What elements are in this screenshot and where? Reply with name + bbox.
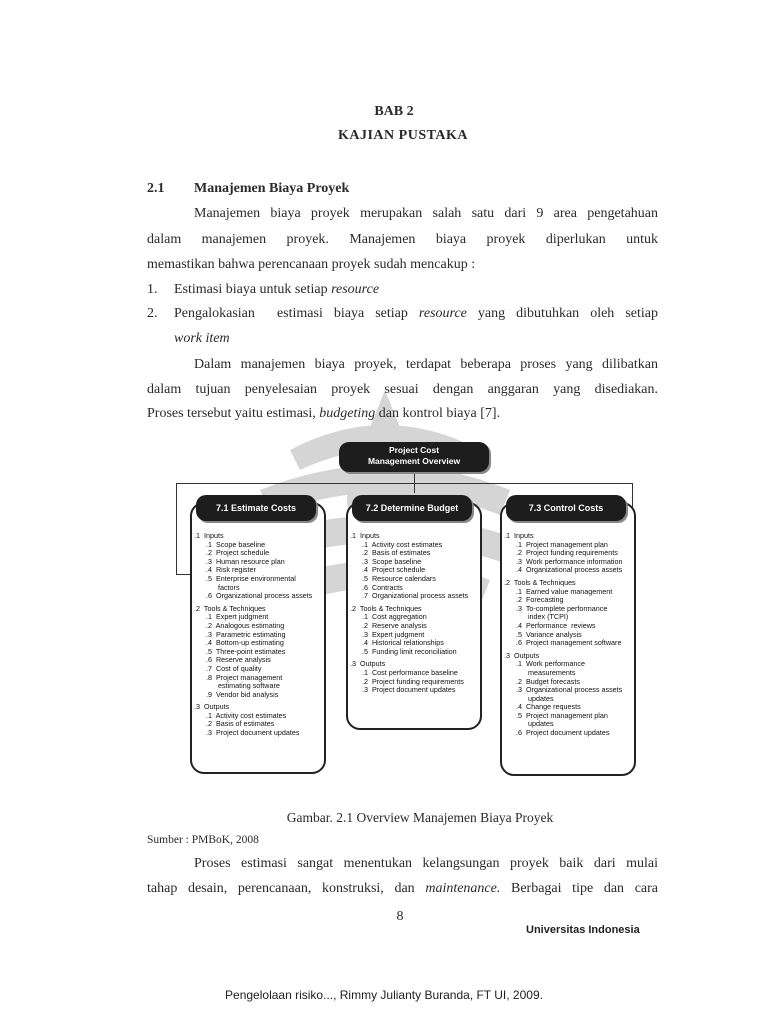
diagram-list-line: .2 Project funding requirements bbox=[504, 548, 618, 558]
diagram-list-line: .2 Budget forecasts bbox=[504, 676, 580, 686]
diagram-list-line: .4 Performance reviews bbox=[504, 620, 596, 630]
figure-caption: Gambar. 2.1 Overview Manajemen Biaya Proyek bbox=[286, 810, 554, 825]
diagram-list-line: .6 Project management software bbox=[504, 638, 622, 648]
diagram-list-line: .4 Risk register bbox=[194, 565, 256, 575]
diagram-list-line: .3 Outputs bbox=[350, 659, 386, 669]
diagram-list-line: .5 Variance analysis bbox=[504, 629, 582, 639]
paragraph-line: Manajemen biaya proyek merupakan salah satu dari 9 area pengetahuan bbox=[194, 206, 658, 221]
paragraph-line: dalam manajemen proyek. Manajemen biaya proyek diperlukan untuk bbox=[147, 232, 658, 247]
diagram-list-line: .2 Tools & Techniques bbox=[194, 603, 266, 613]
diagram-list-line: .5 Enterprise environmental bbox=[194, 573, 296, 583]
connector-line bbox=[414, 483, 415, 493]
page-number: 8 bbox=[396, 909, 404, 924]
diagram-list-line: .2 Forecasting bbox=[504, 595, 564, 605]
university-name: Universitas Indonesia bbox=[526, 924, 640, 936]
diagram-list-line: .6 Project document updates bbox=[504, 728, 610, 738]
project-cost-management-diagram bbox=[174, 440, 640, 780]
diagram-list-line: .1 Work performance bbox=[504, 659, 585, 669]
diagram-list-line: .5 Three-point estimates bbox=[194, 646, 286, 656]
diagram-list-line: .1 Inputs bbox=[194, 531, 224, 540]
determine-budget-header: 7.2 Determine Budget bbox=[352, 495, 472, 521]
diagram-list-line: .3 Outputs bbox=[504, 650, 540, 660]
diagram-list-line: .1 Project management plan bbox=[504, 539, 608, 549]
diagram-list-line: .4 Bottom-up estimating bbox=[194, 638, 284, 648]
diagram-list-line: .1 Activity cost estimates bbox=[194, 710, 287, 720]
diagram-list-line: .5 Funding limit reconciliation bbox=[350, 646, 457, 656]
diagram-list-line: .1 Scope baseline bbox=[194, 539, 266, 549]
list-number: 2. bbox=[147, 306, 158, 321]
diagram-list-line: .1 Activity cost estimates bbox=[350, 539, 443, 549]
diagram-list-line: .3 Human resource plan bbox=[194, 556, 285, 566]
diagram-list-line: .1 Cost performance baseline bbox=[350, 667, 458, 677]
diagram-list-line: .2 Tools & Techniques bbox=[504, 577, 576, 587]
diagram-list-line: .3 Outputs bbox=[194, 702, 230, 712]
diagram-list-line: .4 Organizational process assets bbox=[504, 565, 623, 575]
diagram-top-header: Project Cost Management Overview bbox=[339, 442, 489, 472]
chapter-number: BAB 2 bbox=[374, 104, 414, 119]
estimate-costs-header: 7.1 Estimate Costs bbox=[196, 495, 316, 521]
diagram-list-line: .3 Project document updates bbox=[194, 728, 300, 738]
control-costs-header: 7.3 Control Costs bbox=[506, 495, 626, 521]
diagram-list-line: .1 Inputs bbox=[504, 531, 534, 540]
diagram-list-line: .1 Inputs bbox=[350, 531, 380, 540]
paragraph-line: tahap desain, perencanaan, konstruksi, dan maintenance. Berbagai tipe dan cara bbox=[147, 881, 658, 896]
list-item: Pengalokasian estimasi biaya setiap resource yang dibutuhkan oleh setiap bbox=[174, 306, 658, 321]
diagram-list-line: updates bbox=[504, 719, 554, 729]
diagram-list-line: .2 Project funding requirements bbox=[350, 676, 464, 686]
chapter-title: KAJIAN PUSTAKA bbox=[337, 128, 469, 143]
section-number: 2.1 bbox=[147, 181, 165, 196]
section-title: Manajemen Biaya Proyek bbox=[194, 181, 350, 196]
diagram-list-line: .4 Project schedule bbox=[350, 565, 426, 575]
diagram-list-line: updates bbox=[504, 693, 554, 703]
diagram-list-line: factors bbox=[194, 582, 240, 592]
diagram-list-line: .9 Vendor bid analysis bbox=[194, 689, 279, 699]
diagram-list-line: .3 Work performance information bbox=[504, 556, 623, 566]
paragraph-line: dalam tujuan penyelesaian proyek sesuai dengan anggaran yang disediakan. bbox=[147, 382, 658, 397]
determine-budget-list bbox=[350, 532, 468, 695]
diagram-list-line: estimating software bbox=[194, 681, 280, 691]
diagram-list-line: .6 Organizational process assets bbox=[194, 591, 313, 601]
list-number: 1. bbox=[147, 282, 158, 297]
diagram-list-line: .1 Earned value management bbox=[504, 586, 613, 596]
diagram-list-line: .6 Reserve analysis bbox=[194, 655, 271, 665]
diagram-list-line: .3 Project document updates bbox=[350, 685, 456, 695]
diagram-list-line: .2 Basis of estimates bbox=[194, 719, 275, 729]
control-costs-list bbox=[504, 532, 623, 738]
list-item-continuation: work item bbox=[174, 331, 230, 346]
figure-source: Sumber : PMBoK, 2008 bbox=[147, 834, 259, 846]
diagram-list-line: .5 Resource calendars bbox=[350, 573, 436, 583]
connector-line bbox=[176, 574, 190, 575]
diagram-list-line: .3 To-complete performance bbox=[504, 603, 608, 613]
diagram-list-line: .2 Basis of estimates bbox=[350, 548, 431, 558]
diagram-list-line: .3 Expert judgment bbox=[350, 629, 425, 639]
diagram-list-line: .8 Project management bbox=[194, 672, 283, 682]
paragraph-line: Proses tersebut yaitu estimasi, budgeting dan kontrol biaya [7]. bbox=[147, 406, 501, 421]
paragraph-line: Dalam manajemen biaya proyek, terdapat beberapa proses yang dilibatkan bbox=[194, 357, 658, 372]
diagram-list-line: .1 Cost aggregation bbox=[350, 612, 427, 622]
diagram-list-line: .2 Tools & Techniques bbox=[350, 603, 422, 613]
paragraph-line: memastikan bahwa perencanaan proyek sudah mencakup : bbox=[147, 257, 476, 272]
diagram-list-line: .7 Organizational process assets bbox=[350, 591, 469, 601]
diagram-list-line: .3 Scope baseline bbox=[350, 556, 422, 566]
diagram-list-line: .3 Organizational process assets bbox=[504, 685, 623, 695]
diagram-list-line: .7 Cost of quality bbox=[194, 663, 262, 673]
diagram-list-line: .2 Analogous estimating bbox=[194, 620, 285, 630]
diagram-list-line: .3 Parametric estimating bbox=[194, 629, 286, 639]
diagram-list-line: .1 Expert judgment bbox=[194, 612, 269, 622]
diagram-list-line: .2 Reserve analysis bbox=[350, 620, 427, 630]
estimate-costs-list bbox=[194, 532, 312, 738]
diagram-list-line: index (TCPI) bbox=[504, 612, 569, 622]
diagram-list-line: .4 Change requests bbox=[504, 702, 581, 712]
diagram-list-line: measurements bbox=[504, 667, 576, 677]
connector-line bbox=[176, 483, 177, 575]
diagram-list-line: .6 Contracts bbox=[350, 582, 403, 592]
connector-line bbox=[176, 483, 632, 484]
diagram-list-line: .5 Project management plan bbox=[504, 710, 608, 720]
page-citation: Pengelolaan risiko..., Rimmy Julianty Buranda, FT UI, 2009. bbox=[225, 988, 543, 1002]
paragraph-line: Proses estimasi sangat menentukan kelangsungan proyek baik dari mulai bbox=[194, 856, 658, 871]
diagram-list-line: .2 Project schedule bbox=[194, 548, 270, 558]
list-item: Estimasi biaya untuk setiap resource bbox=[174, 282, 380, 297]
diagram-list-line: .4 Historical relationships bbox=[350, 638, 444, 648]
